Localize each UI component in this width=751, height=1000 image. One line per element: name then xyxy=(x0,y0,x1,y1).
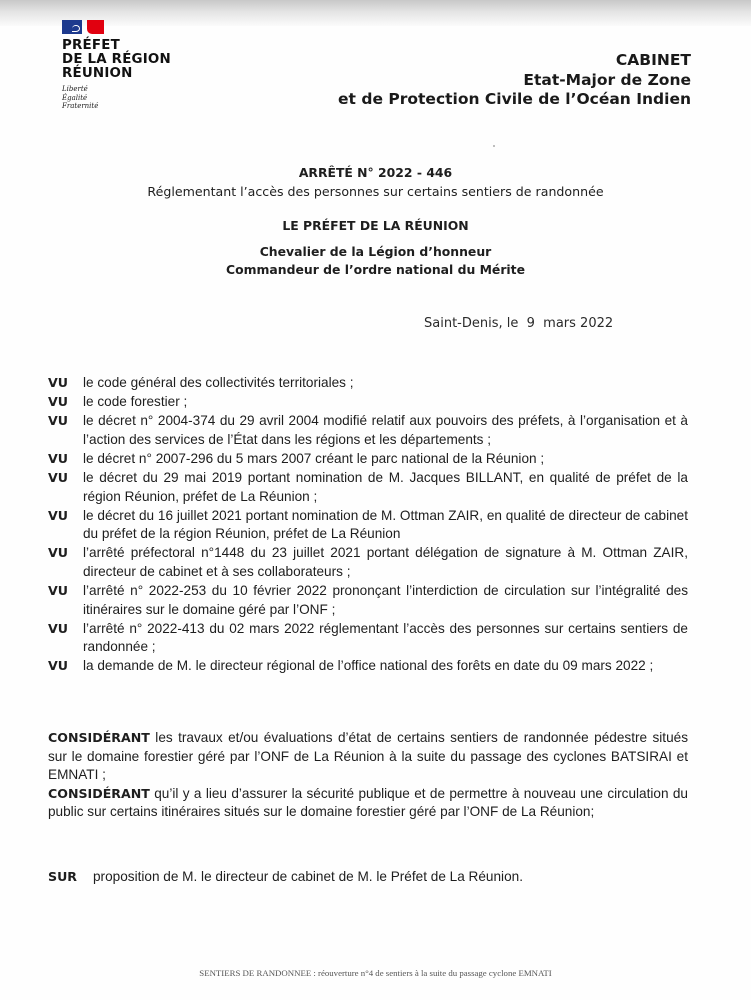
visa-label: VU xyxy=(48,450,68,466)
considerant-text: les travaux et/ou évaluations d’état de certains sentiers de randonnée pédestre situés sur le domaine forestier géré par l’ONF de La Réunion à la suite du passage des cyclones BATSIRAI et EMNATI ; xyxy=(48,730,688,783)
visa-item xyxy=(48,657,688,676)
place-date: Saint-Denis, le 9 mars 2022 xyxy=(424,316,614,331)
logo-title-line: PRÉFET xyxy=(62,38,120,53)
visa-text: l’arrêté n° 2022-253 du 10 février 2022 prononçant l’interdiction de circulation sur l’intégralité des itinéraires sur le domaine géré par l’ONF ; xyxy=(83,583,688,617)
visas-list xyxy=(48,374,688,677)
authority-honors xyxy=(0,243,751,279)
visa-text: le code forestier ; xyxy=(83,394,188,410)
considerant-label: CONSIDÉRANT xyxy=(48,785,150,801)
considerant-text: qu’il y a lieu d’assurer la sécurité publique et de permettre à nouveau une circulation du public sur certains itinéraires situés sur le domaine forestier géré par l’ONF de La Réunion; xyxy=(48,785,688,820)
sur-proposal xyxy=(48,868,688,887)
visa-item xyxy=(48,620,688,657)
visa-item xyxy=(48,507,688,544)
visa-text: l’arrêté préfectoral n°1448 du 23 juillet 2021 portant délégation de signature à M. Ottman ZAIR, directeur de cabinet et à ses collaborateurs ; xyxy=(83,545,688,579)
service-line: CABINET xyxy=(615,51,691,69)
visa-label: VU xyxy=(48,658,68,674)
visa-text: le décret du 16 juillet 2021 portant nomination de M. Ottman ZAIR, en qualité de directeur de cabinet du préfet de la région Réunion, préfet de La Réunion xyxy=(83,507,688,542)
considerant-label: CONSIDÉRANT xyxy=(48,730,150,745)
flag-red-part xyxy=(87,20,104,34)
visa-label: VU xyxy=(48,375,68,390)
motto-line: Liberté xyxy=(62,85,88,93)
visa-item xyxy=(48,393,688,412)
scan-speck xyxy=(493,145,495,147)
visa-item xyxy=(48,544,688,581)
visa-item xyxy=(48,450,688,469)
logo-title-line: RÉUNION xyxy=(62,66,133,81)
visa-text: l’arrêté n° 2022-413 du 02 mars 2022 réglementant l’accès des personnes sur certains sentiers de randonnée ; xyxy=(83,620,688,655)
considerant-item xyxy=(48,729,688,785)
visa-text: le décret du 29 mai 2019 portant nomination de M. Jacques BILLANT, en qualité de préfet de la région Réunion, préfet de La Réunion ; xyxy=(83,469,688,504)
arrete-subject: Réglementant l’accès des personnes sur certains sentiers de randonnée xyxy=(147,184,604,199)
visa-text: le décret n° 2007-296 du 5 mars 2007 créant le parc national de la Réunion ; xyxy=(83,450,545,466)
visa-text: le décret n° 2004-374 du 29 avril 2004 modifié relatif aux pouvoirs des préfets, à l’organisation et à l’action des services de l’État dans les régions et les départements ; xyxy=(83,413,688,447)
visa-label: VU xyxy=(48,583,68,599)
sur-text: proposition de M. le directeur de cabinet de M. le Préfet de La Réunion. xyxy=(93,869,523,884)
visa-label: VU xyxy=(48,620,68,636)
visa-text: la demande de M. le directeur régional de l’office national des forêts en date du 09 mars 2022 ; xyxy=(83,658,654,674)
visa-item xyxy=(48,412,688,449)
visa-label: VU xyxy=(48,545,68,561)
visa-text: le code général des collectivités territoriales ; xyxy=(83,375,354,390)
visa-label: VU xyxy=(48,469,68,485)
service-line: et de Protection Civile de l’Océan Indien xyxy=(338,90,691,108)
considerant-item xyxy=(48,785,688,822)
visa-label: VU xyxy=(48,507,68,523)
visa-item xyxy=(48,469,688,506)
considerants-section xyxy=(48,729,688,822)
visa-label: VU xyxy=(48,413,68,429)
visa-label: VU xyxy=(48,394,68,410)
arrete-number: ARRÊTÉ N° 2022 - 446 xyxy=(298,165,453,180)
logo-title-line: DE LA RÉGION xyxy=(62,52,171,67)
motto-line: Fraternité xyxy=(62,102,99,111)
visa-item xyxy=(48,374,688,393)
prefecture-logo xyxy=(62,20,171,111)
flag-blue-part xyxy=(62,20,82,34)
logo-title xyxy=(62,39,171,81)
marianne-flag-icon xyxy=(62,20,104,34)
republic-motto xyxy=(62,85,171,111)
visa-item xyxy=(48,582,688,619)
honor-line: Chevalier de la Légion d’honneur xyxy=(259,244,492,259)
service-header xyxy=(338,51,691,110)
sur-label: SUR xyxy=(48,869,77,884)
honor-line: Commandeur de l’ordre national du Mérite xyxy=(225,262,526,277)
page-footer: SENTIERS DE RANDONNEE : réouverture n°4 de sentiers à la suite du passage cyclone EMNATI xyxy=(199,968,552,978)
authority-title: LE PRÉFET DE LA RÉUNION xyxy=(282,218,469,233)
motto-line: Égalité xyxy=(62,93,88,102)
service-line: Etat-Major de Zone xyxy=(523,70,691,89)
